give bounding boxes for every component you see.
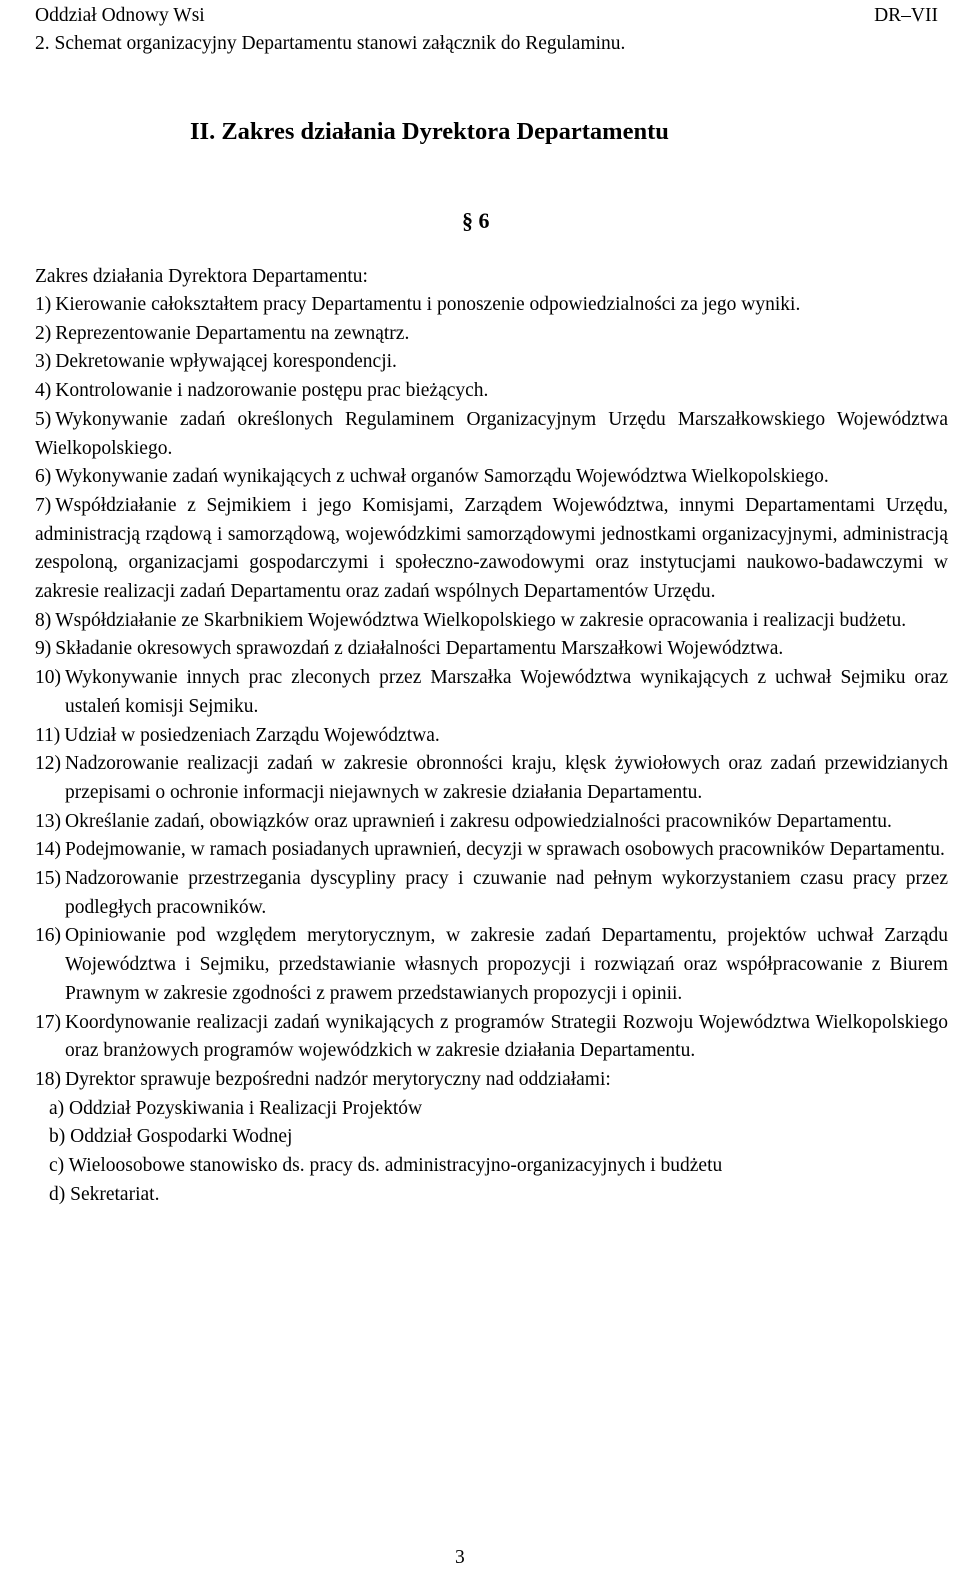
item-text: Dyrektor sprawuje bezpośredni nadzór merytoryczny nad oddziałami: — [65, 1068, 611, 1090]
item-text: Udział w posiedzeniach Zarządu Województwa. — [64, 724, 440, 746]
item-number: 7) — [35, 494, 52, 516]
sublist-item: d) Sekretariat. — [49, 1183, 160, 1205]
list-item — [35, 750, 948, 807]
item-text: Wykonywanie zadań wynikających z uchwał organów Samorządu Województwa Wielkopolskiego. — [55, 466, 829, 488]
item-number: 1) — [35, 294, 52, 315]
sublist-item: a) Oddział Pozyskiwania i Realizacji Projektów — [49, 1097, 423, 1119]
item-number: 6) — [35, 466, 52, 488]
item-text: Reprezentowanie Departamentu na zewnątrz. — [55, 322, 410, 344]
list-item — [35, 664, 948, 721]
item-text: Nadzorowanie realizacji zadań w zakresie obronności kraju, klęsk żywiołowych oraz zadań przewidzianych przepisami o ochronie informacji niejawnych w zakresie działania Departamentu. — [65, 753, 948, 803]
list-item — [35, 722, 948, 751]
header-department: Oddział Odnowy Wsi — [35, 5, 205, 26]
list-item — [35, 635, 948, 664]
list-item — [35, 1066, 948, 1210]
item-number: 15) — [35, 868, 61, 890]
list-item — [35, 320, 948, 349]
item-number: 17) — [35, 1011, 61, 1033]
item-text: Podejmowanie, w ramach posiadanych uprawnień, decyzji w sprawach osobowych pracowników Departamentu. — [65, 839, 945, 861]
supervised-units-list — [35, 1095, 948, 1210]
item-number: 8) — [35, 609, 52, 631]
item-text: Wykonywanie innych prac zleconych przez Marszałka Województwa wynikających z uchwał Sejmiku oraz ustaleń komisji Sejmiku. — [65, 667, 948, 717]
list-item — [35, 1009, 948, 1066]
item-text: Kontrolowanie i nadzorowanie postępu prac bieżących. — [55, 380, 489, 402]
item-text: Nadzorowanie przestrzegania dyscypliny pracy i czuwanie nad pełnym wykorzystaniem czasu pracy przez podległych pracowników. — [65, 868, 948, 918]
duties-list — [35, 291, 948, 1210]
intro-line: 2. Schemat organizacyjny Departamentu stanowi załącznik do Regulaminu. — [35, 33, 626, 54]
sublist-item: b) Oddział Gospodarki Wodnej — [49, 1126, 293, 1148]
item-number: 5) — [35, 408, 52, 430]
list-item — [35, 607, 948, 636]
item-number: 4) — [35, 380, 52, 402]
item-text: Składanie okresowych sprawozdań z działalności Departamentu Marszałkowi Województwa. — [55, 638, 784, 660]
item-number: 2) — [35, 322, 52, 344]
list-item — [35, 463, 948, 492]
list-item — [35, 922, 948, 1008]
item-text: Kierowanie całokształtem pracy Departamentu i ponoszenie odpowiedzialności za jego wyniki. — [55, 294, 801, 315]
item-number: 18) — [35, 1068, 61, 1090]
item-number: 3) — [35, 351, 52, 373]
item-number: 14) — [35, 839, 61, 861]
list-item — [35, 865, 948, 922]
section-heading: II. Zakres działania Dyrektora Departamentu — [190, 118, 669, 145]
list-item — [35, 291, 948, 320]
list-intro: Zakres działania Dyrektora Departamentu: — [35, 266, 368, 287]
item-text: Współdziałanie ze Skarbnikiem Województwa Wielkopolskiego w zakresie opracowania i realizacji budżetu. — [55, 609, 907, 631]
header-code: DR–VII — [874, 5, 938, 26]
list-item — [35, 406, 948, 463]
item-text: Dekretowanie wpływającej korespondencji. — [55, 351, 397, 373]
item-number: 16) — [35, 925, 61, 947]
list-item — [35, 492, 948, 607]
list-item — [35, 377, 948, 406]
item-text: Określanie zadań, obowiązków oraz uprawnień i zakresu odpowiedzialności pracowników Departamentu. — [65, 810, 892, 832]
paragraph-mark: § 6 — [462, 208, 490, 233]
item-number: 9) — [35, 638, 52, 660]
item-text: Koordynowanie realizacji zadań wynikających z programów Strategii Rozwoju Województwa Wielkopolskiego oraz branżowych programów wojewódzkich w zakresie działania Departamentu. — [65, 1011, 948, 1062]
sublist-item: c) Wieloosobowe stanowisko ds. pracy ds. administracyjno-organizacyjnych i budżetu — [49, 1155, 723, 1177]
list-item — [35, 348, 948, 377]
item-text: Wykonywanie zadań określonych Regulaminem Organizacyjnym Urzędu Marszałkowskiego Województwa Wielkopolskiego. — [35, 408, 948, 459]
item-number: 11) — [35, 724, 61, 746]
item-text: Opiniowanie pod względem merytorycznym, w zakresie zadań Departamentu, projektów uchwał Zarządu Województwa i Sejmiku, przedstawianie własnych propozycji i rozwiązań oraz współpracowanie z Biurem Prawnym w zakresie zgodności z prawem przedstawianych propozycji i opinii. — [65, 925, 948, 1004]
item-text: Współdziałanie z Sejmikiem i jego Komisjami, Zarządem Województwa, innymi Departamentami Urzędu, administracją rządową i samorządową, wojewódzkimi samorządowymi jednostkami organizacyjnymi, administracją zespoloną, organizacjami gospodarczymi i społeczno-zawodowymi oraz instytucjami naukowo-badawczymi w zakresie realizacji zadań Departamentu oraz zadań wspólnych Departamentów Urzędu. — [35, 494, 948, 603]
item-number: 10) — [35, 667, 61, 689]
item-number: 13) — [35, 810, 61, 832]
list-item — [35, 836, 948, 865]
item-number: 12) — [35, 753, 61, 775]
list-item — [35, 808, 948, 837]
page-number: 3 — [455, 1547, 465, 1568]
